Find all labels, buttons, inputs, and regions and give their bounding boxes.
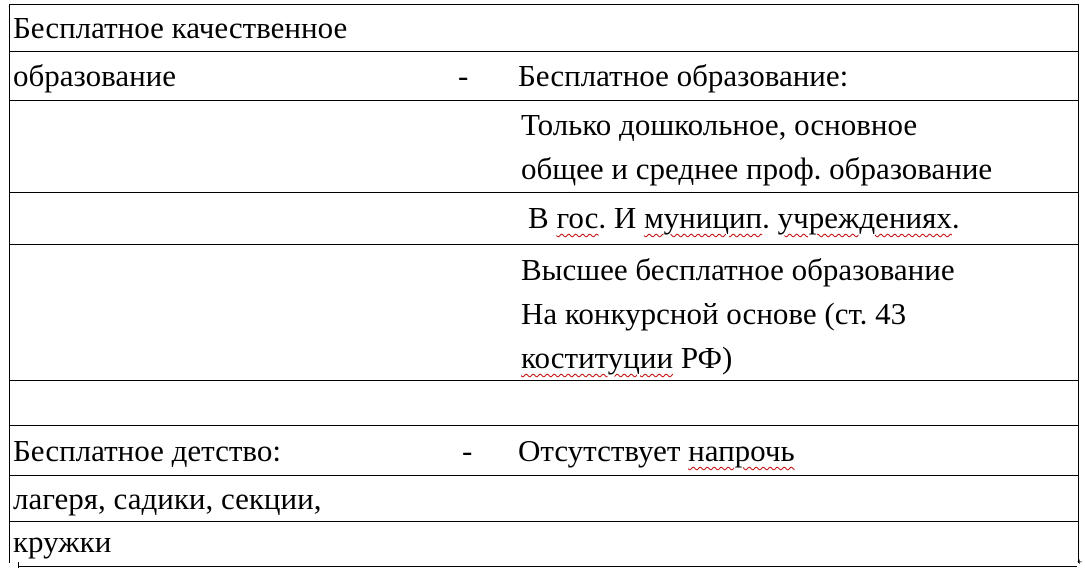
row5-right-line3 (521, 336, 955, 380)
corner-mark-bottom-right: + (1077, 557, 1083, 567)
table-row (10, 476, 1078, 522)
row7-text-part: Отсутствует (518, 433, 689, 468)
bottom-left-tick (18, 562, 19, 568)
row4-text-part: муницип (644, 200, 763, 235)
table-row (10, 5, 1078, 52)
row1-left-text: Бесплатное качественное (13, 10, 348, 45)
row4-text-part: гос (556, 200, 599, 235)
table-row (10, 522, 1078, 563)
row3-right-text (521, 103, 992, 191)
row4-text-part: учреждениях (777, 200, 952, 235)
row3-right-line1: Только дошкольное, основное (521, 107, 918, 142)
row4-text-part: . (762, 200, 778, 235)
row5-text-part: РФ) (673, 340, 733, 375)
row7-dash: - (462, 433, 473, 468)
row3-right-line2: общее и среднее проф. образование (521, 151, 993, 186)
row7-right-text (518, 429, 795, 473)
row4-text-part: . (951, 200, 960, 235)
table-row (10, 52, 1078, 101)
row4-text-part: . И (598, 200, 645, 235)
row8-left-text: лагеря, садики, секции, (13, 481, 322, 516)
table-row (10, 245, 1078, 381)
row5-right-text (521, 248, 955, 380)
row2-left-text: образование (13, 58, 177, 93)
row2-right-text: Бесплатное образование: (518, 58, 849, 93)
table-row (10, 426, 1078, 476)
row5-right-line1: Высшее бесплатное образование (521, 252, 955, 287)
row4-right-text (528, 196, 960, 240)
text-table (9, 4, 1079, 563)
table-row (10, 193, 1078, 245)
row9-left-text: кружки (13, 524, 112, 559)
row5-right-line2: На конкурсной основе (ст. 43 (521, 296, 907, 331)
row7-wavy-word: напрочь (688, 433, 795, 468)
corner-mark-top-left: . (8, 0, 11, 9)
table-row-empty (10, 381, 1078, 426)
row4-text-part: В (528, 200, 557, 235)
row5-wavy-word: коституции (521, 340, 674, 375)
row7-left-text: Бесплатное детство: (13, 433, 281, 468)
table-row (10, 101, 1078, 193)
row2-dash: - (458, 58, 469, 93)
bottom-rule (18, 566, 1077, 567)
